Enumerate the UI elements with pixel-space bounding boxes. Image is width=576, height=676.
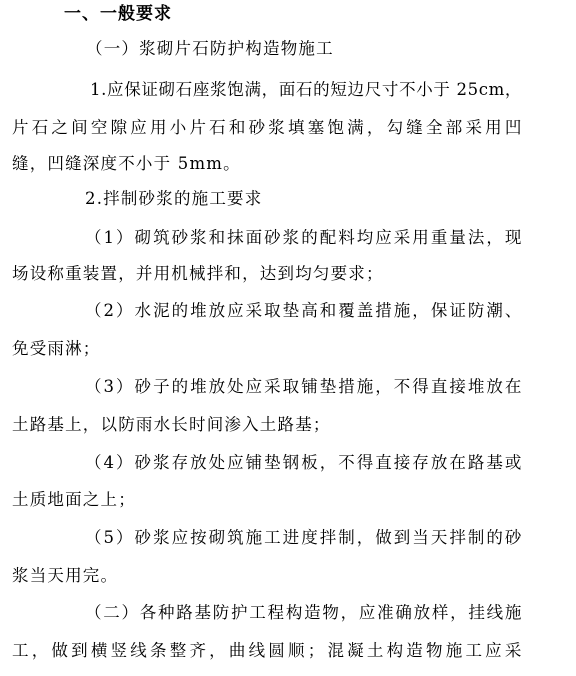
paragraph-line: 工，做到横竖线条整齐，曲线圆顺；混凝土构造物施工应采 — [12, 641, 522, 660]
paragraph-line: （3）砂子的堆放处应采取铺垫措施，不得直接堆放在 — [85, 377, 522, 396]
paragraph-line: 浆当天用完。 — [12, 566, 119, 585]
paragraph-line: 1.应保证砌石座浆饱满，面石的短边尺寸不小于 25cm， — [90, 80, 522, 99]
paragraph-line: 土路基上，以防雨水长时间渗入土路基； — [12, 415, 331, 434]
paragraph-line: 2.拌制砂浆的施工要求 — [85, 189, 263, 208]
paragraph-line: 缝，凹缝深度不小于 5mm。 — [12, 154, 241, 173]
paragraph-line: （4）砂浆存放处应铺垫钢板，不得直接存放在路基或 — [85, 453, 522, 472]
paragraph-line: 片石之间空隙应用小片石和砂浆填塞饱满，勾缝全部采用凹 — [12, 118, 522, 137]
paragraph-line: （2）水泥的堆放应采取垫高和覆盖措施，保证防潮、 — [85, 301, 522, 320]
paragraph-line: 场设称重装置，并用机械拌和，达到均匀要求； — [12, 264, 384, 283]
paragraph-line: （二）各种路基防护工程构造物，应准确放样，挂线施 — [85, 603, 522, 622]
section-heading: 一、一般要求 — [64, 4, 172, 24]
paragraph-line: 土质地面之上； — [12, 490, 136, 509]
subsection-heading: （一）浆砌片石防护构造物施工 — [86, 39, 334, 58]
paragraph-line: （5）砂浆应按砌筑施工进度拌制，做到当天拌制的砂 — [85, 528, 522, 547]
paragraph-line: （1）砌筑砂浆和抹面砂浆的配料均应采用重量法，现 — [85, 228, 522, 247]
paragraph-line: 免受雨淋； — [12, 339, 101, 358]
